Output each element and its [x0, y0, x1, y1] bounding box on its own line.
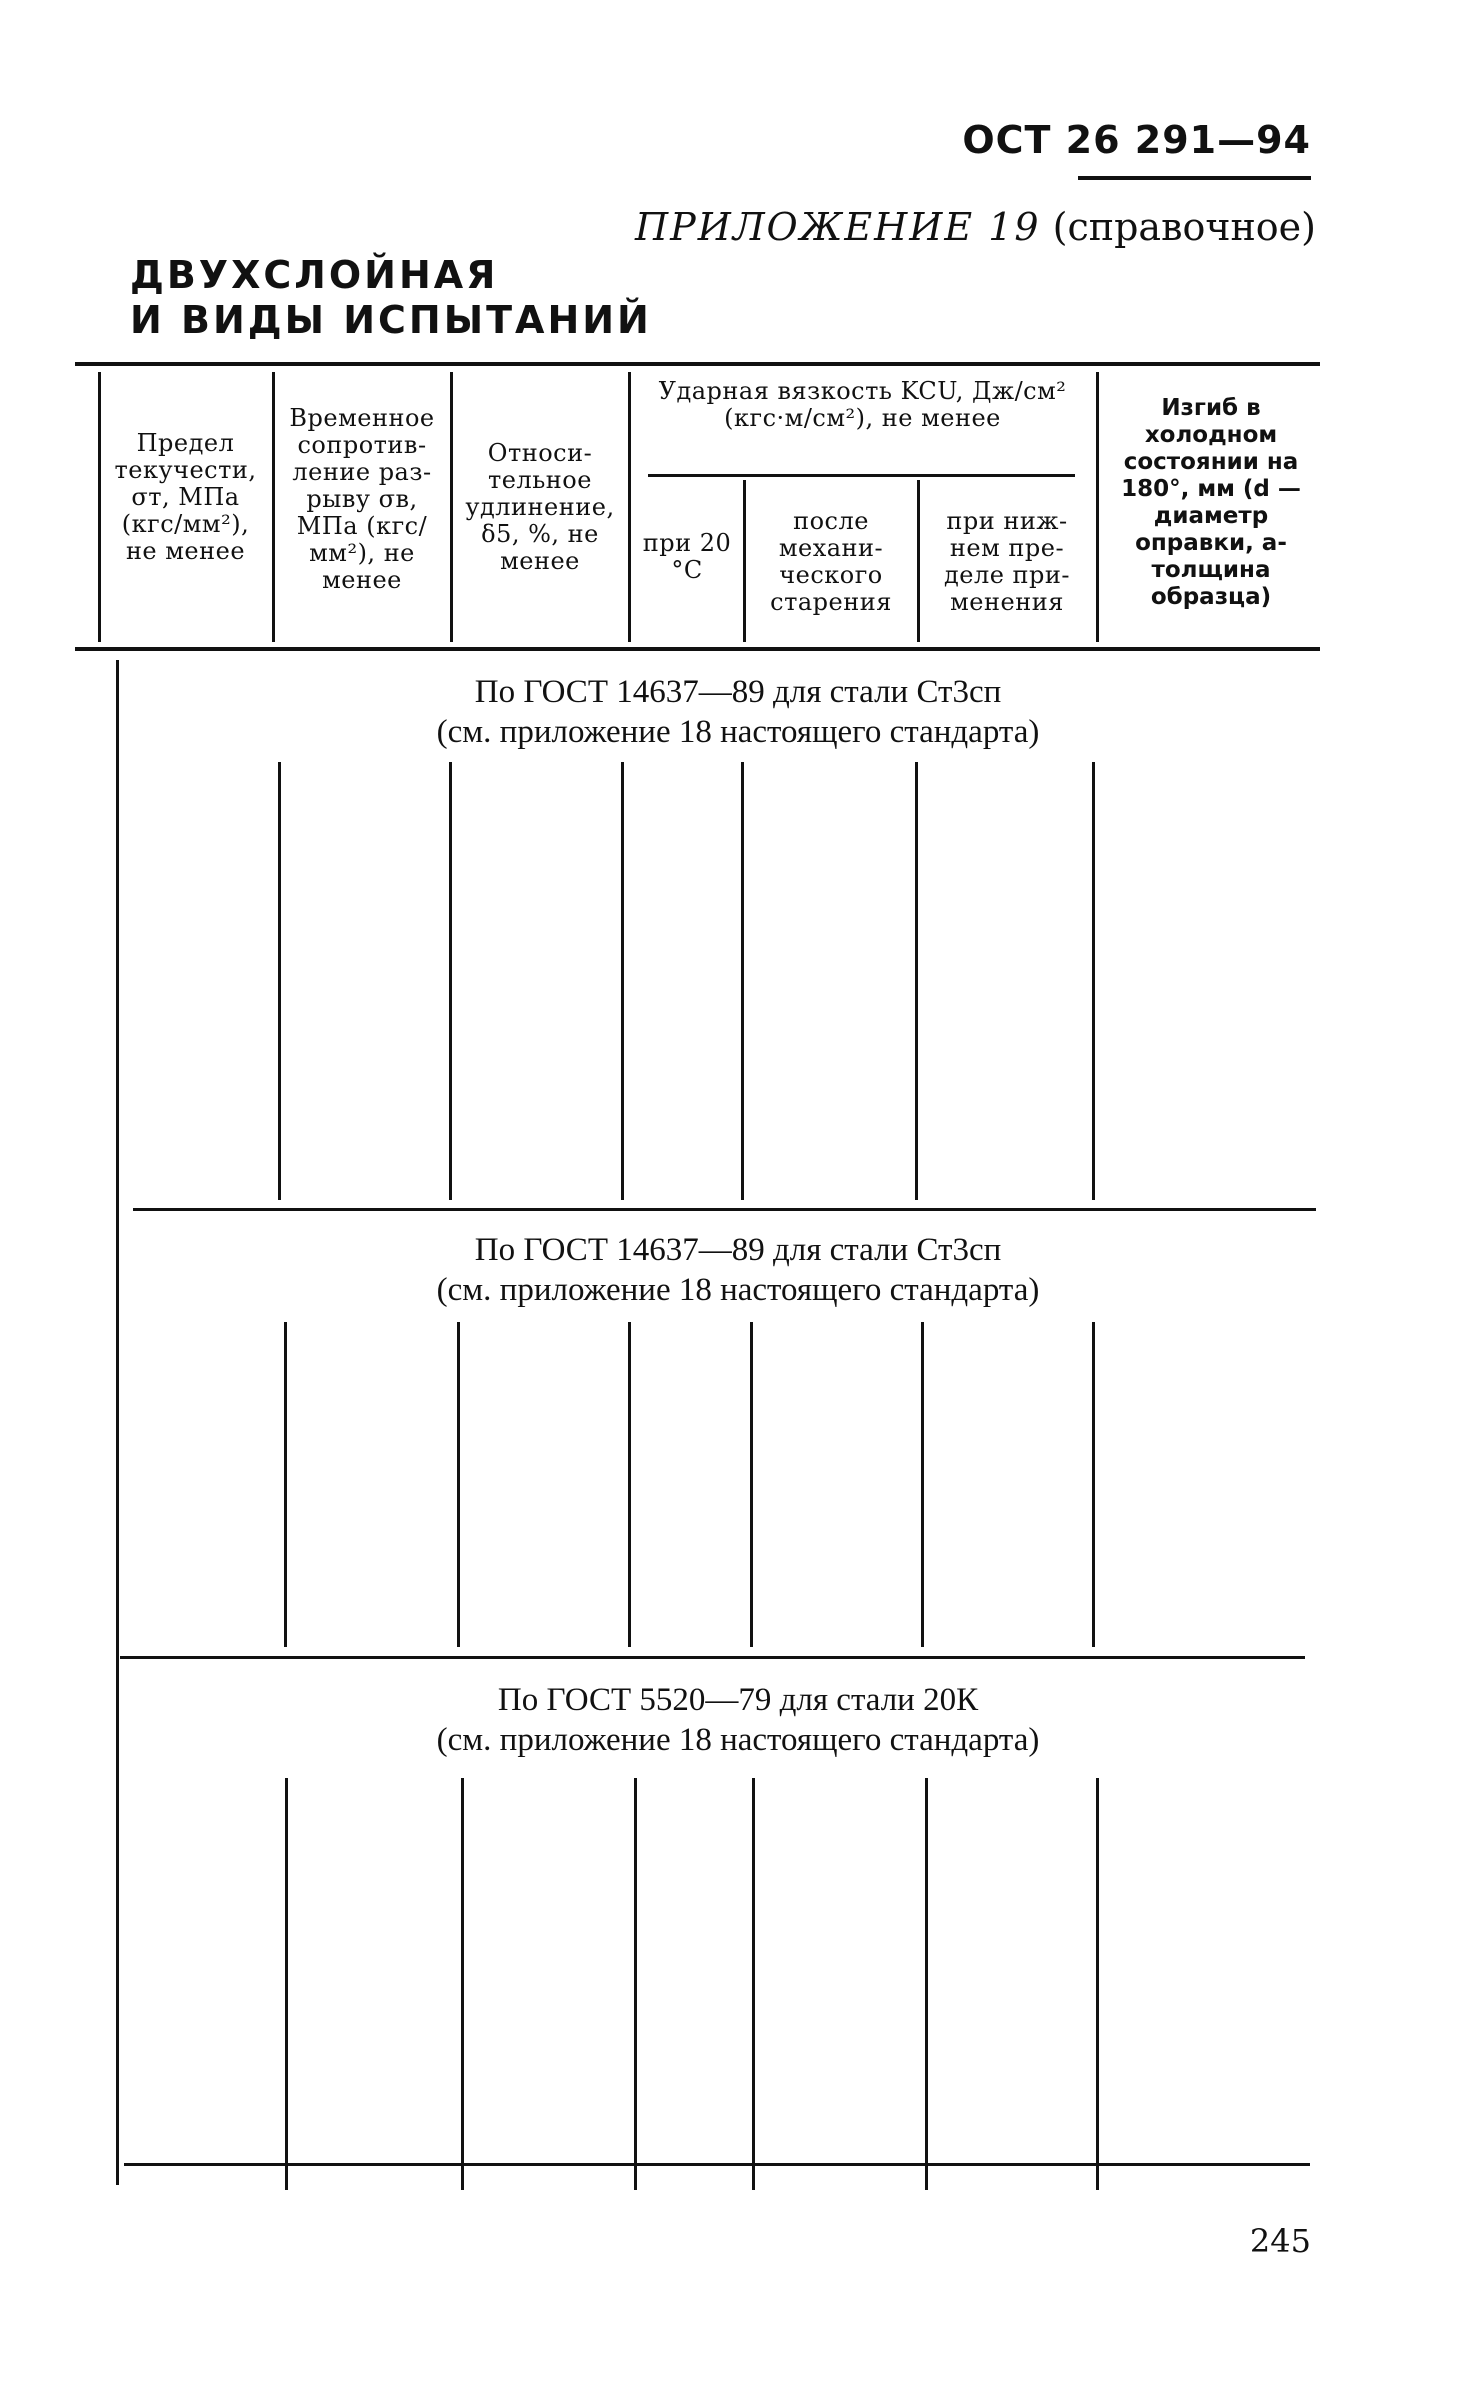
section-1-col-divider — [449, 762, 452, 1200]
subcol-header-aging: после механи-ческого старения — [770, 507, 892, 616]
subcol-header-low-limit: при ниж-нем пре-деле при-менения — [943, 507, 1071, 616]
section-1-col-divider — [1092, 762, 1095, 1200]
section-1-line-1: По ГОСТ 14637—89 для стали Ст3сп — [474, 674, 1002, 710]
page-number: 245 — [1249, 2222, 1311, 2260]
section-1-line-2: (см. приложение 18 настоящего стандарта) — [436, 714, 1040, 750]
section-2-col-divider — [921, 1322, 924, 1647]
col-header-elongation: Относи-тельное удлинение, δ5, %, не менее — [465, 439, 615, 575]
col-header-yield-strength: Предел текучести, σт, МПа (кгс/мм²), не менее — [114, 429, 257, 565]
section-3-col-divider — [752, 1778, 755, 2190]
header-col-divider — [917, 480, 920, 642]
subcol-header-20c: при 20 °С — [642, 529, 732, 584]
standard-code: ОСТ 26 291—94 — [962, 118, 1311, 162]
col-header-cold-bend: Изгиб в холодном состоянии на 180°, мм (d — диаметр оправки, a-толщина образца) — [1121, 395, 1301, 610]
col-header-impact-toughness: Ударная вязкость KCU, Дж/см² (кгс·м/см²), не менее — [658, 377, 1067, 432]
col-header-tensile-strength: Временное сопротив-ление раз-рыву σв, МПа (кгс/мм²), не менее — [289, 404, 435, 594]
section-2-line-2: (см. приложение 18 настоящего стандарта) — [436, 1272, 1040, 1308]
section-1-col-divider — [621, 762, 624, 1200]
header-col-divider — [272, 372, 275, 642]
header-rule — [1078, 176, 1311, 180]
header-col-divider — [743, 480, 746, 642]
section-2-col-divider — [750, 1322, 753, 1647]
section-3-col-divider — [461, 1778, 464, 2190]
section-3-col-divider — [1096, 1778, 1099, 2190]
title-line-1: ДВУХСЛОЙНАЯ — [130, 253, 499, 297]
section-3-line-2: (см. приложение 18 настоящего стандарта) — [436, 1722, 1040, 1758]
table-bottom-rule — [124, 2163, 1310, 2166]
section-2-line-1: По ГОСТ 14637—89 для стали Ст3сп — [474, 1232, 1002, 1268]
appendix-label: ПРИЛОЖЕНИЕ 19 — [634, 205, 1041, 249]
section-2-bottom-rule — [120, 1656, 1305, 1659]
section-1-col-divider — [915, 762, 918, 1200]
section-3-col-divider — [285, 1778, 288, 2190]
appendix-heading — [635, 205, 1316, 249]
header-col-divider — [98, 372, 101, 642]
appendix-type: (справочное) — [1052, 205, 1316, 249]
section-2-col-divider — [1092, 1322, 1095, 1647]
section-3-col-divider — [634, 1778, 637, 2190]
section-3-line-1: По ГОСТ 5520—79 для стали 20К — [497, 1682, 979, 1718]
section-2-col-divider — [457, 1322, 460, 1647]
section-2-col-divider — [628, 1322, 631, 1647]
impact-subheader-rule — [648, 474, 1075, 477]
section-1-col-divider — [741, 762, 744, 1200]
table-header-bottom-rule — [75, 647, 1320, 651]
table-top-rule — [75, 362, 1320, 366]
header-col-divider — [628, 372, 631, 642]
section-1-col-divider — [278, 762, 281, 1200]
table-left-border — [116, 660, 119, 2185]
section-2-col-divider — [284, 1322, 287, 1647]
section-1-bottom-rule — [133, 1208, 1316, 1211]
title-line-2: И ВИДЫ ИСПЫТАНИЙ — [130, 298, 652, 342]
header-col-divider — [450, 372, 453, 642]
section-3-col-divider — [925, 1778, 928, 2190]
header-col-divider — [1096, 372, 1099, 642]
